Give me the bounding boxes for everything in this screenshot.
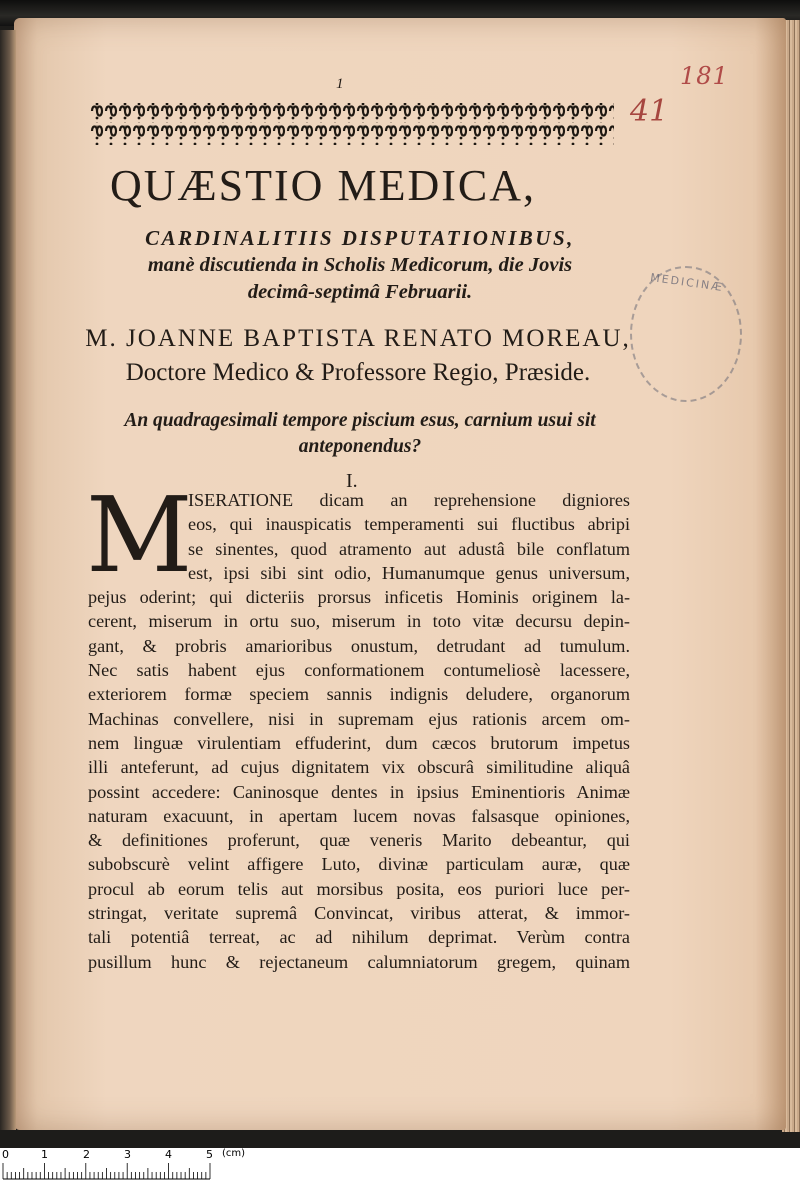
drop-cap-initial: M — [86, 474, 193, 596]
ruler-label-5: 5 — [206, 1148, 213, 1161]
ruler-label-0: 0 — [2, 1148, 9, 1161]
body-line: cerent, miserum in ortu suo, miserum in toto vitæ decursu depin- — [88, 611, 630, 632]
praeses-title: Doctore Medico & Professore Regio, Præside. — [125, 359, 591, 386]
body-line: pusillum hunc & rejectaneum calumniatorum gregem, quinam — [88, 951, 630, 972]
section-number: I. — [346, 470, 358, 492]
subtitle-line-3: decimâ-septimâ Februarii. — [247, 281, 473, 303]
measurement-ruler — [0, 1148, 800, 1181]
body-line: gant, & probris amarioribus onustum, detrudant ad tumulum. — [88, 635, 630, 656]
subtitle-line-2: manè discutienda in Scholis Medicorum, die Jovis — [147, 254, 573, 276]
disputation-question — [95, 408, 625, 460]
body-line: possint accedere: Caninosque dentes in ipsius Eminentioris Animæ — [88, 781, 630, 802]
page-title: QUÆSTIO MEDICA, — [110, 161, 536, 210]
ruler-label-1: 1 — [41, 1148, 48, 1161]
body-line: tali potentiâ terreat, ac ad nihilum deprimat. Verùm contra — [88, 927, 630, 948]
body-line: Nec satis habent ejus conformationem contumeliosè lacessere, — [88, 660, 630, 681]
body-line: & definitiones proferunt, quæ veneris Marito debeantur, qui — [88, 830, 630, 851]
disputation-subtitle — [90, 225, 630, 306]
body-line: nem linguæ virulentiam effuderint, dum cæcos brutorum impetus — [88, 732, 630, 753]
library-stamp-text: MEDICINÆ — [649, 270, 725, 295]
body-line: subobscurè velint affigere Luto, divinæ particulam auræ, quæ — [88, 854, 630, 875]
ruler-label-4: 4 — [165, 1148, 172, 1161]
folio-number: 1 — [336, 76, 344, 92]
body-line: Machinas convellere, nisi in supremam ejus rationis arcem om- — [88, 708, 630, 729]
ornament-band — [90, 101, 614, 147]
body-line: naturam exacuunt, in apertam lucem novas falsasque opiniones, — [88, 805, 630, 826]
ruler-label-2: 2 — [83, 1148, 90, 1161]
body-line: pejus oderint; qui dicteriis prorsus inficetis Hominis originem la- — [88, 587, 630, 608]
question-line-2: anteponendus? — [298, 436, 422, 457]
subtitle-line-1: CARDINALITIIS DISPUTATIONIBUS, — [145, 226, 575, 250]
praeses-name: M. JOANNE BAPTISTA RENATO MOREAU, — [85, 325, 631, 352]
body-line: ISERATIONE dicam an reprehensione digniores — [188, 490, 630, 510]
body-line: est, ipsi sibi sint odio, Humanumque genus universum, — [188, 562, 630, 583]
body-line: eos, qui inauspicatis temperamenti sui fluctibus abripi — [188, 514, 630, 535]
praeses-block — [78, 322, 638, 390]
body-line: se sinentes, quod atramento aut adustâ bile conflatum — [188, 538, 630, 559]
ruler-ticks — [0, 1162, 220, 1180]
body-line: exteriorem formæ speciem sannis indignis deludere, organorum — [88, 684, 630, 705]
book-gutter — [0, 30, 16, 1130]
ruler-label-3: 3 — [124, 1148, 131, 1161]
body-text — [86, 474, 630, 974]
ruler-unit: (cm) — [222, 1148, 246, 1159]
handwritten-annotation-181: 181 — [680, 62, 729, 90]
handwritten-annotation-41: 41 — [630, 94, 669, 129]
question-line-1: An quadragesimali tempore piscium esus, carnium usui sit — [124, 410, 596, 431]
body-line: illi anteferunt, ad cujus dignitatem vix obscurâ similitudine aliquâ — [88, 757, 630, 778]
body-line: procul ab eorum telis aut morsibus posita, eos puriori luce per- — [88, 878, 630, 899]
body-line: stringat, veritate supremâ Convincat, viribus atterat, & immor- — [88, 903, 630, 924]
